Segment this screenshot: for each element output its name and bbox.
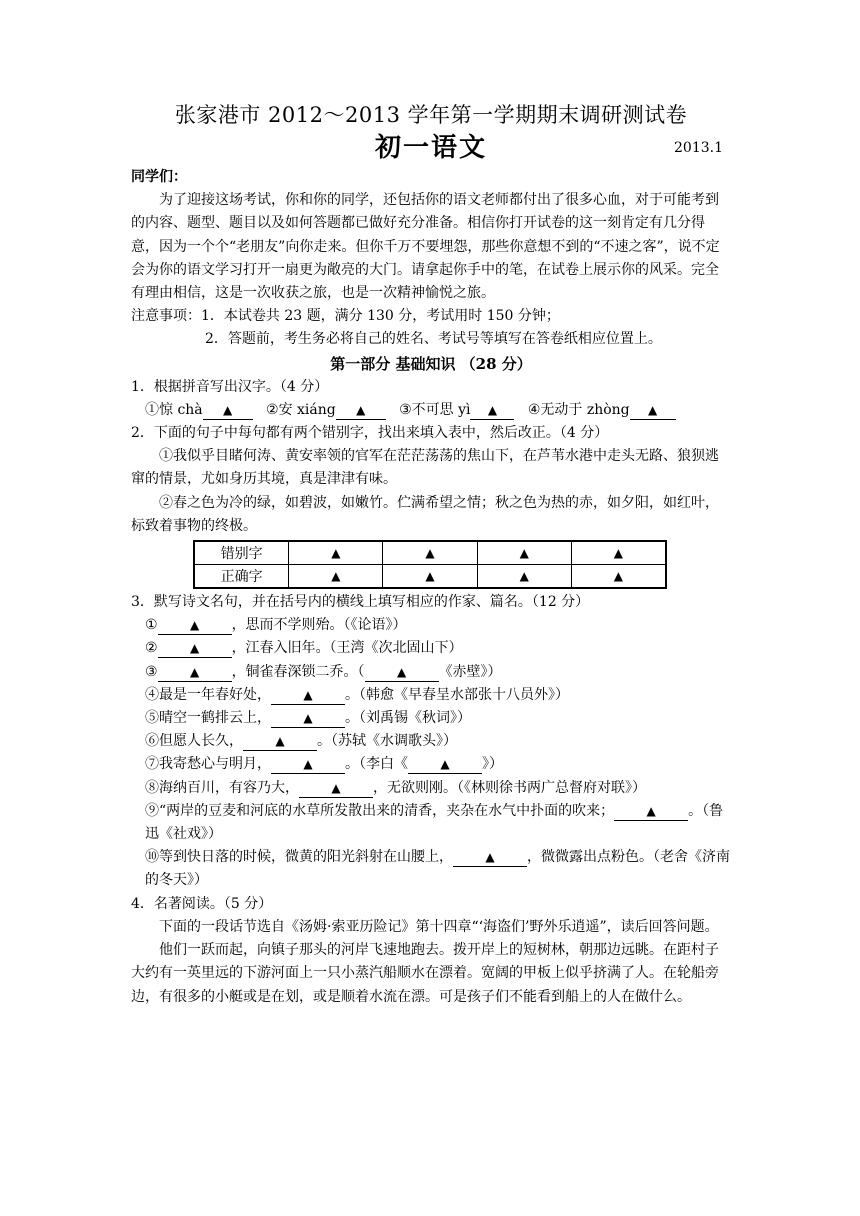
line-text: 。（韩愈《早春呈水部张十八员外》） [345,686,569,703]
line-number: ① [145,617,158,634]
q3-line-7 [131,753,731,776]
triangle-icon: ▲ [485,850,495,865]
note-2: 2．答题前，考生务必将自己的姓名、考试号等填写在答卷纸相应位置上。 [205,331,662,348]
line-text: ⑥但愿人长久， [145,733,243,750]
line-text: ，无欲则刚。（《林则徐书两广总督府对联》） [373,779,646,796]
answer-cell[interactable] [477,541,571,565]
title-blank[interactable] [408,756,482,774]
triangle-icon: ▲ [425,546,435,561]
line-text: ⑤晴空一鹤排云上， [145,710,271,727]
triangle-icon: ▲ [223,402,233,417]
q4-prompt: 4．名著阅读。（5 分） [131,895,273,912]
line-number: ② [145,640,158,657]
q3-line-3 [131,661,731,684]
answer-cell[interactable] [571,541,666,565]
answer-cell[interactable] [477,565,571,589]
answer-blank[interactable] [203,402,253,420]
triangle-icon: ▲ [440,757,450,772]
triangle-icon: ▲ [189,641,200,656]
answer-blank[interactable] [158,640,232,658]
section-heading: 第一部分 基础知识 （28 分） [330,354,532,373]
answer-blank[interactable] [336,402,386,420]
answer-blank[interactable] [243,733,317,751]
q4-intro: 下面的一段话节选自《汤姆·索亚历险记》第十四章“‘海盗们’野外乐逍遥”，读后回答问题。 [159,918,719,935]
line-text: 。（李白《 [345,756,408,773]
q3-line-6 [131,730,731,753]
q2-sentence-2: ②春之色为冷的绿，如碧波，如嫩竹。伫满希望之情；秋之色为热的赤，如夕阳，如红叶，标致着事物的终极。 [131,494,719,534]
row-header-correct: 正确字 [194,565,289,589]
exam-page [131,100,731,1009]
answer-cell[interactable] [383,565,477,589]
triangle-icon: ▲ [275,734,285,749]
line-text: ⑩等到快日落的时候，微黄的阳光斜射在山腰上， [145,849,453,866]
answer-blank[interactable] [614,803,688,821]
triangle-icon: ▲ [356,402,366,417]
intro-paragraph: 为了迎接这场考试，你和你的同学，还包括你的语文老师都付出了很多心血，对于可能考到的内容、题型、题目以及如何答题都已做好充分准备。相信你打开试卷的这一刻肯定有几分得意，因为一个个“老朋友”向你走来。但你千万不要埋怨，那些你意想不到的“不速之客”，说不定会为你的语文学习打开一扇更为敞亮的大门。请拿起你手中的笔，在试卷上展示你的风采。完全有理由相信，这是一次收获之旅，也是一次精神愉悦之旅。 [131,192,720,302]
triangle-icon: ▲ [189,618,200,633]
answer-blank[interactable] [470,402,514,420]
exam-subject: 初一语文 [374,133,487,163]
answer-cell[interactable] [289,565,383,589]
exam-date: 2013.1 [674,140,723,156]
line-text: ⑧海纳百川，有容乃大， [145,779,299,796]
q3-line-1 [131,614,731,637]
triangle-icon: ▲ [303,757,313,772]
answer-blank[interactable] [158,664,232,682]
answer-cell[interactable] [289,541,383,565]
line-text: ，思而不学则殆。（《论语》） [231,617,407,634]
q4-passage: 他们一跃而起，向镇子那头的河岸飞速地跑去。拨开岸上的短树林，朝那边远眺。在距村子大约有一英里远的下游河面上一只小蒸汽船顺水在漂着。宽阔的甲板上似乎挤满了人。在轮船旁边，有很多的小艇或是在划，或是顺着水流在漂。可是孩子们不能看到船上的人在做什么。 [131,942,719,1005]
q1-items [131,399,731,422]
triangle-icon: ▲ [331,780,341,795]
q2-sentence-1: ①我似乎目睹何涛、黄安率领的官军在茫茫荡荡的焦山下，在芦苇水港中走头无路、狼狈逃窜的情景，尤如身历其境，真是津津有味。 [131,448,719,488]
triangle-icon: ▲ [303,711,313,726]
answer-blank[interactable] [453,849,527,867]
table-row [194,565,666,589]
answer-blank[interactable] [158,617,232,635]
answer-cell[interactable] [571,565,666,589]
answer-blank[interactable] [271,756,345,774]
q3-line-4 [131,684,731,707]
exam-title: 张家港市 2012～2013 学年第一学期期末调研测试卷 [174,103,688,127]
line-text: ④最是一年春好处， [145,686,271,703]
triangle-icon: ▲ [519,546,529,561]
answer-blank[interactable] [271,687,345,705]
subtitle-row [131,130,731,166]
line-text: 。（鲁迅《社戏》） [145,802,724,843]
triangle-icon: ▲ [331,569,341,584]
answer-cell[interactable] [383,541,477,565]
triangle-icon: ▲ [303,687,313,702]
answer-blank[interactable] [630,402,676,420]
correction-table [193,540,667,589]
line-number: ③ [145,663,158,680]
q3-line-10 [131,846,731,892]
line-text: 。（苏轼《水调歌头》） [317,733,457,750]
row-header-wrong: 错别字 [194,541,289,565]
triangle-icon: ▲ [613,569,624,584]
greeting: 同学们： [131,169,187,185]
triangle-icon: ▲ [331,546,341,561]
q3-line-5 [131,707,731,730]
q1-item-4: ④无动于 zhòng [527,401,630,418]
triangle-icon: ▲ [425,569,435,584]
triangle-icon: ▲ [189,664,200,679]
line-text: ⑨“两岸的豆麦和河底的水草所发散出来的清香，夹杂在水气中扑面的吹来； [145,802,615,819]
q2-prompt: 2．下面的句子中每句都有两个错别字，找出来填入表中，然后改正。（4 分） [131,425,609,442]
line-text: ，江春入旧年。（王湾《次北固山下） [231,640,463,657]
line-text: ，铜雀春深锁二乔。（ [231,663,365,680]
q3-line-2 [131,637,731,660]
triangle-icon: ▲ [519,569,529,584]
q1-item-1: ①惊 chà [145,401,203,418]
answer-blank[interactable] [271,710,345,728]
q3-line-8 [131,777,731,800]
triangle-icon: ▲ [646,803,656,818]
triangle-icon: ▲ [613,546,624,561]
note-1: 注意事项：1．本试卷共 23 题，满分 130 分，考试用时 150 分钟； [131,308,560,325]
q1-prompt: 1．根据拼音写出汉字。（4 分） [131,378,329,395]
line-text: 》） [482,756,503,773]
author-blank[interactable] [365,664,439,682]
line-text: 《赤壁》） [438,663,502,680]
line-text: 。（刘禹锡《秋词》） [345,710,471,727]
triangle-icon: ▲ [487,402,498,417]
triangle-icon: ▲ [396,664,407,679]
q3-prompt: 3．默写诗文名句，并在括号内的横线上填写相应的作家、篇名。（12 分） [131,594,590,611]
table-row [194,541,666,565]
q1-item-2: ②安 xiáng [266,401,336,418]
triangle-icon: ▲ [648,402,658,417]
line-text: ⑦我寄愁心与明月， [145,756,271,773]
answer-blank[interactable] [299,780,373,798]
q1-item-3: ③不可思 yì [399,401,471,418]
q3-line-9 [131,800,731,846]
line-text: ，微微露出点粉色。（老舍《济南的冬天》） [145,849,730,889]
